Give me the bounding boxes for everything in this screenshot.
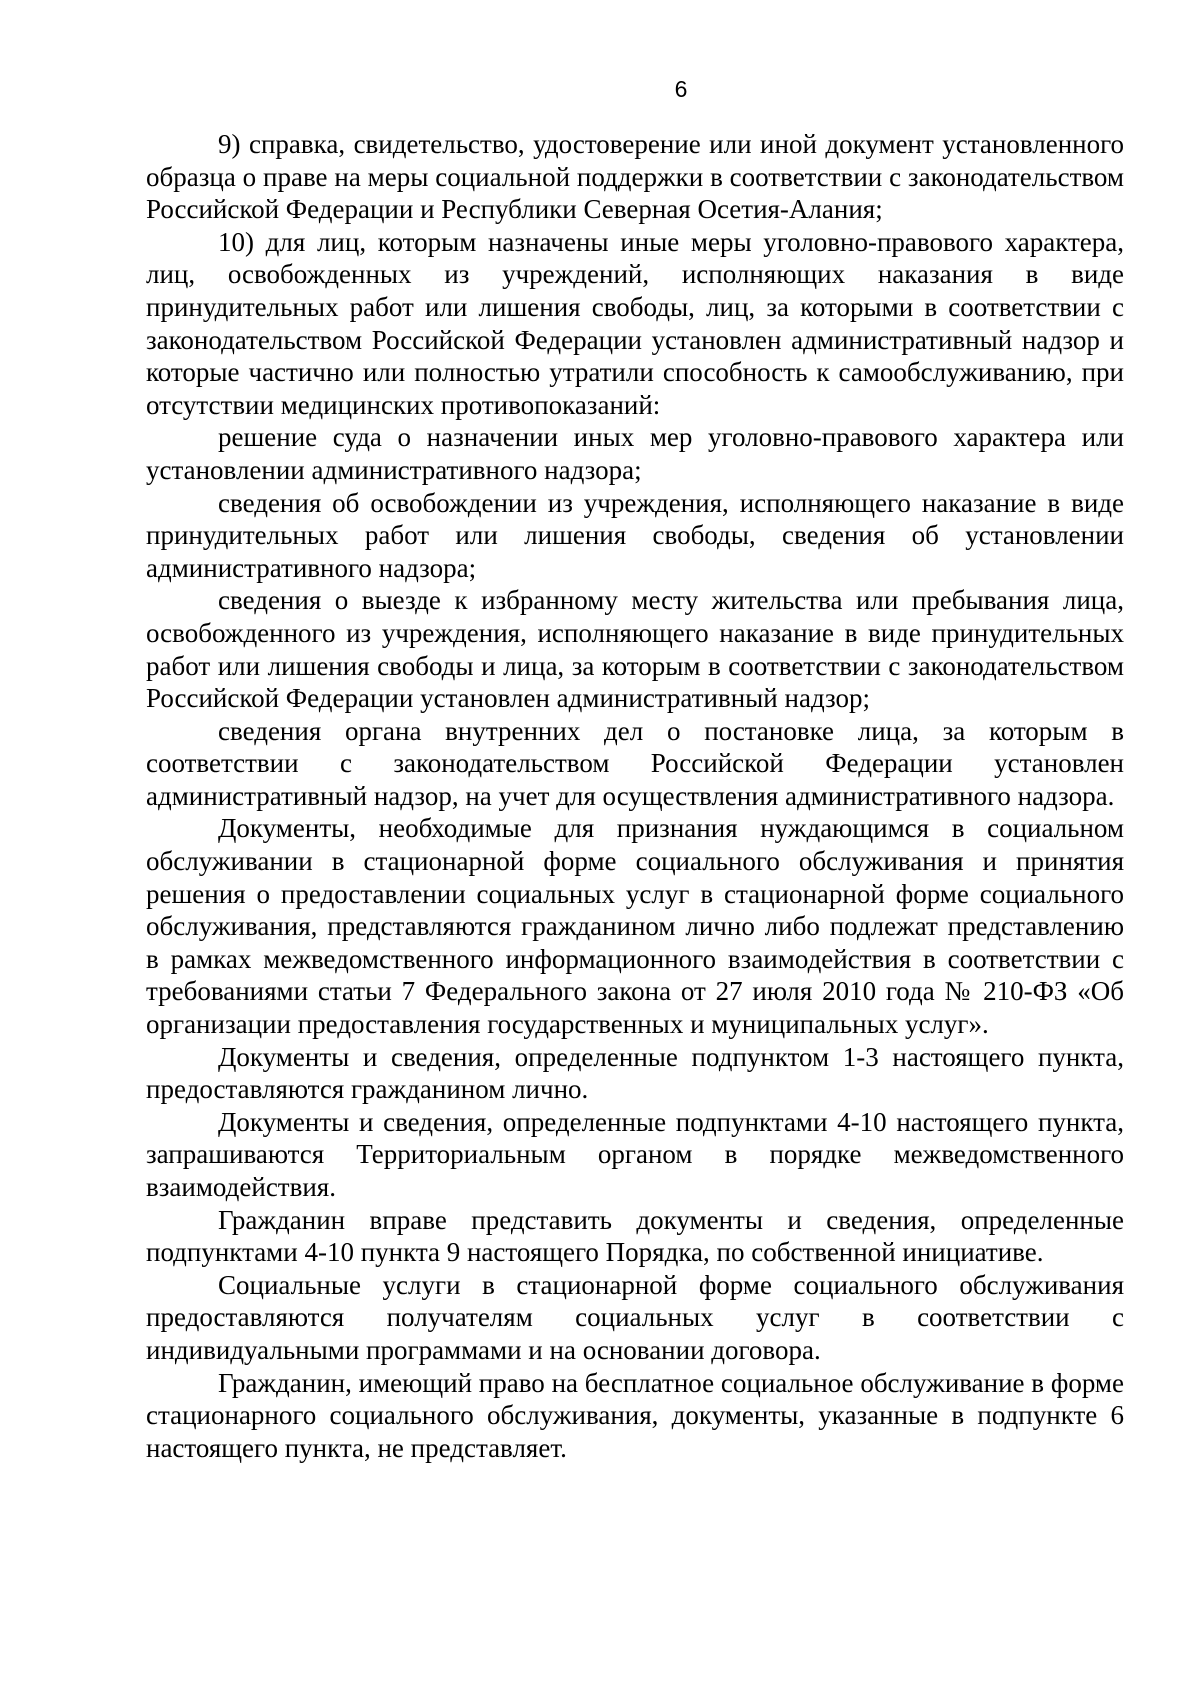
paragraph-service-provision: Социальные услуги в стационарной форме социального обслуживания предоставляются получателям социальных услуг в соответствии с индивидуальными программами и на основании договора.	[146, 1269, 1124, 1365]
paragraph-free-service: Гражданин, имеющий право на бесплатное социальное обслуживание в форме стационарного социального обслуживания, документы, указанные в подпункте 6 настоящего пункта, не представляет.	[146, 1367, 1124, 1463]
paragraph-interagency-request: Документы и сведения, определенные подпунктами 4-10 настоящего пункта, запрашиваются Территориальным органом в порядке межведомственного взаимодействия.	[146, 1106, 1124, 1202]
paragraph-departure-info: сведения о выезде к избранному месту жительства или пребывания лица, освобожденного из учреждения, исполняющего наказание в виде принудительных работ или лишения свободы и лица, за которым в соответствии с законодательством Российской Федерации установлен административный надзор;	[146, 585, 1124, 714]
page-number: 6	[674, 76, 688, 102]
paragraph-item-9: 9) справка, свидетельство, удостоверение или иной документ установленного образца о праве на меры социальной поддержки в соответствии с законодательством Российской Федерации и Республики Северная Осетия-Алания;	[146, 129, 1124, 225]
document-body	[146, 128, 1124, 1464]
paragraph-own-initiative: Гражданин вправе представить документы и сведения, определенные подпунктами 4-10 пункта 9 настоящего Порядка, по собственной инициативе.	[146, 1204, 1124, 1268]
paragraph-personal-submission: Документы и сведения, определенные подпунктом 1-3 настоящего пункта, предоставляются гражданином лично.	[146, 1041, 1124, 1105]
paragraph-item-10: 10) для лиц, которым назначены иные меры уголовно-правового характера, лиц, освобожденных из учреждений, исполняющих наказания в виде принудительных работ или лишения свободы, лиц, за которыми в соответствии с законодательством Российской Федерации установлен административный надзор и которые частично или полностью утратили способность к самообслуживанию, при отсутствии медицинских противопоказаний:	[146, 226, 1124, 420]
paragraph-required-documents: Документы, необходимые для признания нуждающимся в социальном обслуживании в стационарной форме социального обслуживания и принятия решения о предоставлении социальных услуг в стационарной форме социального обслуживания, представляются гражданином лично либо подлежат представлению в рамках межведомственного информационного взаимодействия в соответствии с требованиями статьи 7 Федерального закона от 27 июля 2010 года № 210-ФЗ «Об организации предоставления государственных и муниципальных услуг».	[146, 813, 1124, 1040]
paragraph-release-info: сведения об освобождении из учреждения, исполняющего наказание в виде принудительных работ или лишения свободы, сведения об установлении административного надзора;	[146, 487, 1124, 583]
paragraph-court-decision: решение суда о назначении иных мер уголовно-правового характера или установлении административного надзора;	[146, 422, 1124, 485]
paragraph-internal-affairs: сведения органа внутренних дел о постановке лица, за которым в соответствии с законодательством Российской Федерации установлен административный надзор, на учет для осуществления административного надзора.	[146, 715, 1124, 811]
